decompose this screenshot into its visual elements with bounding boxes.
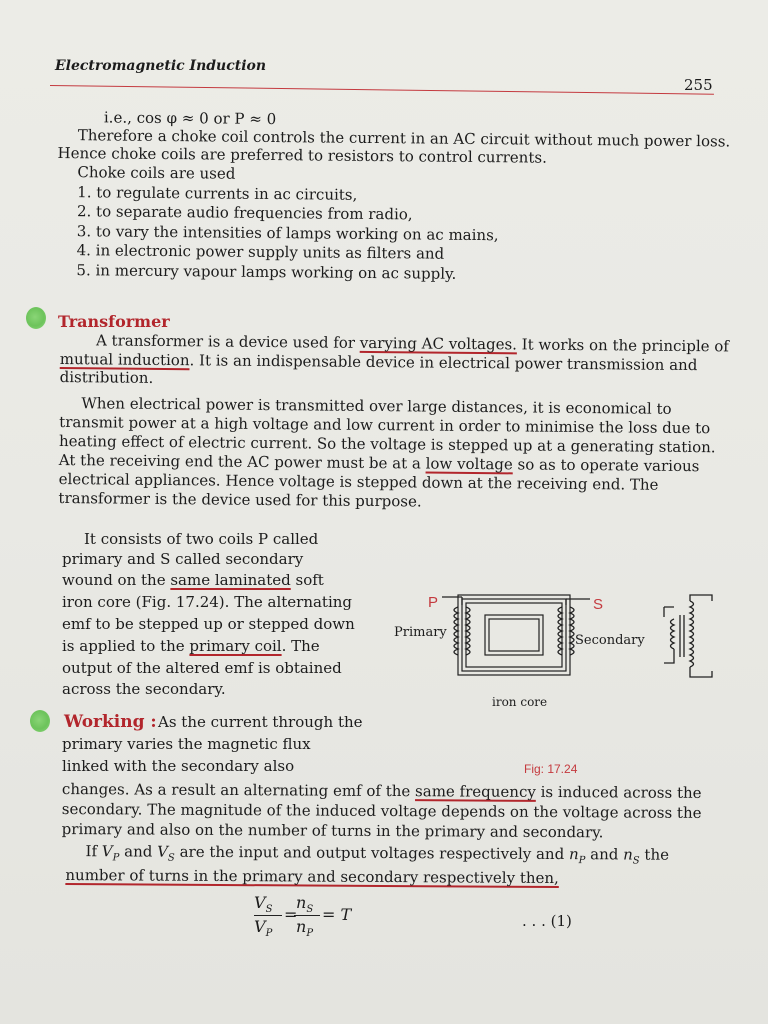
section-heading-working: Working : [64,712,157,732]
consists-line-7: output of the altered emf is obtained [62,659,342,677]
working-line-6: primary and also on the number of turns in the primary and secondary. [61,820,604,842]
text-span: If [85,842,102,861]
text-span: A transformer is a device used for [95,331,360,352]
use-item-2: 2. to separate audio frequencies from radio, [76,202,413,224]
underlined-phrase: same frequency [415,782,536,801]
page-number: 255 [684,76,713,94]
section-heading-transformer: Transformer [58,312,170,331]
fraction-bar-left [254,915,282,916]
label-secondary: Secondary [575,633,645,648]
transformer-p2-line6: transformer is the device used for this purpose. [58,488,422,511]
working-line-8: number of turns in the primary and secondary respectively then, [65,866,559,888]
text-span: is induced across the [535,782,702,802]
transformer-p2-line5: electrical appliances. Hence voltage is stepped down at the receiving end. The [58,469,659,494]
use-item-1: 1. to regulate currents in ac circuits, [77,183,358,204]
use-item-5: 5. in mercury vapour lamps working on ac supply. [76,261,457,283]
working-line-4 [62,780,702,802]
text-span: and [119,842,158,861]
use-item-3: 3. to vary the intensities of lamps working on ac mains, [76,222,499,245]
consists-line-4: iron core (Fig. 17.24). The alternating [62,593,353,611]
consists-line-2: primary and S called secondary [62,550,304,568]
use-item-4: 4. in electronic power supply units as filters and [76,241,445,263]
label-iron-core: iron core [492,695,548,709]
eq-vs [254,893,272,915]
intro-line-2: Hence choke coils are preferred to resistors to control currents. [57,143,547,167]
text-span: so as to operate various [512,455,700,476]
text-span: soft [290,571,324,589]
cos-phi-equation: i.e., cos φ ≈ 0 or P ≈ 0 [103,108,277,129]
working-line-5: secondary. The magnitude of the induced voltage depends on the voltage across the [61,800,702,822]
subscript: S [265,904,273,916]
text-span: changes. As a result an alternating emf of the [61,780,416,801]
symbol-np: n [568,845,579,864]
text-span: and [585,845,624,864]
transformer-p2-line3: heating effect of electric current. So the voltage is stepped up at a generating station. [58,431,716,457]
subscript: P [306,928,314,940]
fraction-bar-right [294,915,320,916]
underlined-phrase: varying AC voltages. [359,333,518,354]
working-line-1: As the current through the [158,713,363,731]
text-span: V [254,917,266,936]
text-span: . It is an indispensable device in electrical power transmission and [189,351,698,375]
figure-caption: Fig: 17.24 [524,762,578,776]
text-span: V [254,893,266,912]
text-span: . The [281,637,320,655]
transformer-equation [254,893,354,943]
symbol-vp: V [101,842,113,861]
working-line-3: linked with the secondary also [62,757,295,775]
text-span: It works on the principle of [516,335,729,356]
text-span: At the receiving end the AC power must be at a [58,450,426,473]
subscript: P [112,852,120,864]
eq-vp [254,917,272,939]
label-p: P [428,594,439,611]
underlined-phrase: same laminated [170,571,291,589]
subscript: S [632,855,640,867]
eq-equals-1: = [284,905,298,924]
subscript: P [265,928,273,940]
transformer-p2-line2: transmit power at a high voltage and low current in order to minimise the loss due to [59,412,711,438]
label-s: S [593,596,604,613]
symbol-ns: n [623,845,633,864]
transformer-p2-line1: When electrical power is transmitted over large distances, it is economical to [81,394,672,418]
consists-line-1: It consists of two coils P called [84,530,319,548]
eq-ns [296,893,313,915]
label-primary: Primary [394,625,447,640]
working-line-2: primary varies the magnetic flux [62,735,311,753]
eq-np [296,917,313,939]
text-span: n [296,917,307,936]
subscript: S [306,904,314,916]
underlined-phrase: low voltage [425,454,513,474]
running-header-title: Electromagnetic Induction [55,58,267,74]
symbol-vs: V [157,842,169,861]
transformer-p1-line3: distribution. [59,367,154,387]
text-span: is applied to the [62,637,190,655]
text-span: wound on the [62,571,171,589]
text-span: the [639,845,670,864]
text-span: n [296,893,307,912]
subscript: P [578,855,586,867]
consists-line-5: emf to be stepped up or stepped down [62,615,355,633]
eq-equals-t: = T [322,905,352,924]
equation-number: . . . (1) [522,912,572,930]
underlined-phrase: primary coil [189,637,282,655]
text-span: are the input and output voltages respectively and [174,842,570,864]
consists-line-8: across the secondary. [62,680,226,698]
uses-title: Choke coils are used [77,163,236,183]
subscript: S [167,852,175,864]
intro-line-1: Therefore a choke coil controls the current in an AC circuit without much power loss. [77,126,731,151]
underlined-phrase: mutual induction [59,349,190,370]
